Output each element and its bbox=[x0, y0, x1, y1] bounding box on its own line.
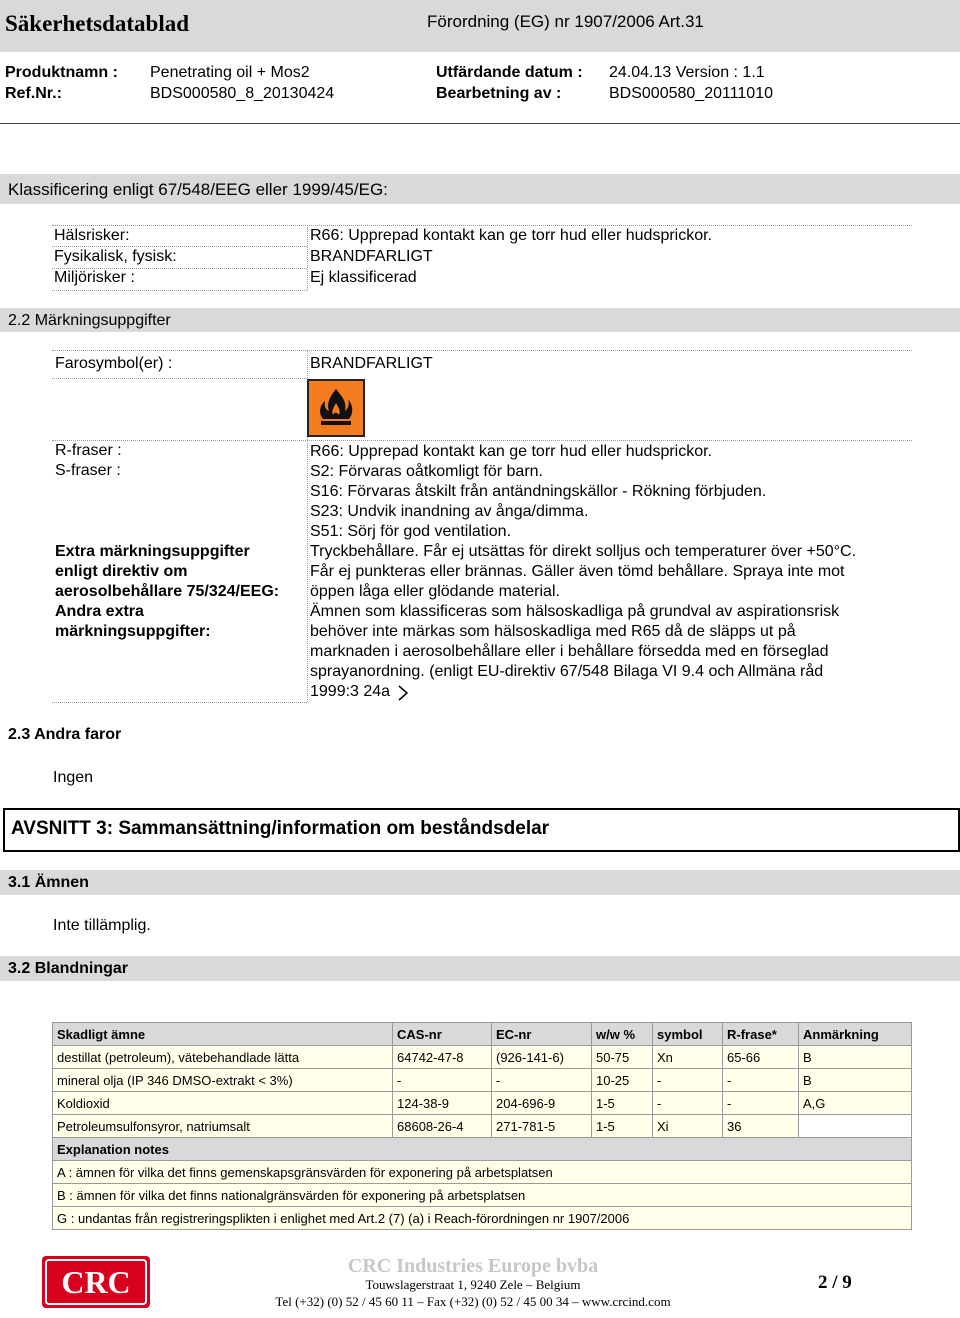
s-phrase: S51: Sörj för god ventilation. bbox=[310, 523, 512, 540]
table-cell: 65-66 bbox=[723, 1046, 799, 1069]
table-cell: 36 bbox=[723, 1115, 799, 1138]
table-row bbox=[53, 1069, 912, 1092]
page-number: 2 / 9 bbox=[818, 1272, 852, 1293]
physical-risk-value: BRANDFARLIGT bbox=[310, 248, 433, 265]
table-cell bbox=[799, 1115, 912, 1138]
environment-risk-label: Miljörisker : bbox=[54, 269, 135, 286]
notes-title: Explanation notes bbox=[53, 1138, 912, 1161]
note-row bbox=[53, 1184, 912, 1207]
note-text: B : ämnen för vilka det finns nationalgränsvärden för exponering på arbetsplatsen bbox=[53, 1184, 912, 1207]
table-cell: - bbox=[492, 1069, 592, 1092]
other-hazards-value: Ingen bbox=[53, 769, 94, 786]
table-cell: - bbox=[653, 1092, 723, 1115]
table-cell: Koldioxid bbox=[53, 1092, 393, 1115]
column-header: CAS-nr bbox=[393, 1023, 492, 1046]
table-cell: - bbox=[393, 1069, 492, 1092]
table-cell: (926-141-6) bbox=[492, 1046, 592, 1069]
column-header: symbol bbox=[653, 1023, 723, 1046]
table-cell: destillat (petroleum), vätebehandlade lätta bbox=[53, 1046, 393, 1069]
divider bbox=[52, 378, 307, 379]
s-phrase: S23: Undvik inandning av ånga/dimma. bbox=[310, 503, 589, 520]
mixtures-title: 3.2 Blandningar bbox=[8, 960, 129, 977]
s-phrases-label: S-fraser : bbox=[55, 462, 121, 479]
s-phrase: S16: Förvaras åtskilt från antändningskällor - Rökning förbjuden. bbox=[310, 483, 767, 500]
extra-value-line: Får ej punkteras eller brännas. Gäller även tömd behållare. Spraya inte mot bbox=[310, 563, 845, 580]
r-phrase-r66: R66: Upprepad kontakt kan ge torr hud eller hudsprickor. bbox=[310, 443, 713, 460]
table-cell: B bbox=[799, 1069, 912, 1092]
s-phrase: S2: Förvaras oåtkomligt för barn. bbox=[310, 463, 543, 480]
other-value-line: marknaden i aerosolbehållare eller i behållare försedda med en förseglad bbox=[310, 643, 829, 660]
ref-label: Ref.Nr.: bbox=[5, 85, 62, 102]
health-risk-label: Hälsrisker: bbox=[54, 227, 130, 244]
issue-value: 24.04.13 Version : 1.1 bbox=[609, 64, 765, 81]
other-label-line: märkningsuppgifter: bbox=[55, 623, 211, 640]
table-cell: B bbox=[799, 1046, 912, 1069]
note-text: A : ämnen för vilka det finns gemenskapsgränsvärden för exponering på arbetsplatsen bbox=[53, 1161, 912, 1184]
table-cell: 50-75 bbox=[592, 1046, 653, 1069]
extra-label-line: Extra märkningsuppgifter bbox=[55, 543, 250, 560]
mixtures-band bbox=[0, 956, 960, 981]
table-cell: mineral olja (IP 346 DMSO-extrakt < 3%) bbox=[53, 1069, 393, 1092]
table-row bbox=[53, 1092, 912, 1115]
other-value-line: 1999:3 24a bbox=[310, 683, 391, 700]
column-header: Skadligt ämne bbox=[53, 1023, 393, 1046]
other-label-line: Andra extra bbox=[55, 603, 144, 620]
table-cell: - bbox=[653, 1069, 723, 1092]
notes-header-row bbox=[53, 1138, 912, 1161]
section3-title: AVSNITT 3: Sammansättning/information om beståndsdelar bbox=[11, 818, 550, 839]
table-cell: 1-5 bbox=[592, 1092, 653, 1115]
table-cell: 271-781-5 bbox=[492, 1115, 592, 1138]
regulation-reference: Förordning (EG) nr 1907/2006 Art.31 bbox=[427, 12, 704, 31]
revision-label: Bearbetning av : bbox=[436, 85, 562, 102]
divider bbox=[52, 225, 912, 226]
table-cell: Xn bbox=[653, 1046, 723, 1069]
substances-band bbox=[0, 870, 960, 895]
extra-label-line: enligt direktiv om bbox=[55, 563, 188, 580]
product-label: Produktnamn : bbox=[5, 64, 118, 81]
r-phrases-label: R-fraser : bbox=[55, 442, 122, 459]
ref-value: BDS000580_8_20130424 bbox=[150, 85, 335, 102]
column-header: Anmärkning bbox=[799, 1023, 912, 1046]
product-value: Penetrating oil + Mos2 bbox=[150, 64, 310, 81]
other-value-line: Ämnen som klassificeras som hälsoskadliga på grundval av aspirationsrisk bbox=[310, 603, 840, 620]
table-cell: 124-38-9 bbox=[393, 1092, 492, 1115]
divider bbox=[307, 225, 308, 290]
health-risk-value: R66: Upprepad kontakt kan ge torr hud eller hudsprickor. bbox=[310, 227, 713, 244]
crc-logo bbox=[42, 1256, 150, 1308]
table-cell: - bbox=[723, 1092, 799, 1115]
table-cell: 10-25 bbox=[592, 1069, 653, 1092]
table-cell: Xi bbox=[653, 1115, 723, 1138]
divider bbox=[52, 246, 307, 247]
flammable-hazard-icon bbox=[307, 379, 365, 437]
table-row bbox=[53, 1115, 912, 1138]
table-cell: Petroleumsulfonsyror, natriumsalt bbox=[53, 1115, 393, 1138]
end-marker-icon bbox=[397, 684, 409, 707]
extra-value-line: Tryckbehållare. Får ej utsättas för direkt solljus och temperaturer över +50°C. bbox=[310, 543, 857, 560]
other-value-line: behöver inte märkas som hälsoskadliga med R65 då de släpps ut på bbox=[310, 623, 796, 640]
divider bbox=[52, 440, 912, 441]
divider bbox=[52, 290, 307, 291]
note-text: G : undantas från registreringsplikten i enlighet med Art.2 (7) (a) i Reach-förordningen nr 1907/2006 bbox=[53, 1207, 912, 1230]
divider bbox=[52, 350, 912, 351]
other-value-line: sprayanordning. (enligt EU-direktiv 67/548 Bilaga VI 9.4 och Allmäna råd bbox=[310, 663, 824, 680]
substances-value: Inte tillämplig. bbox=[53, 917, 151, 934]
footer-address: Touwslagerstraat 1, 9240 Zele – Belgium bbox=[365, 1277, 581, 1292]
extra-value-line: öppen låga eller glödande material. bbox=[310, 583, 560, 600]
environment-risk-value: Ej klassificerad bbox=[310, 269, 417, 286]
revision-value: BDS000580_20111010 bbox=[609, 85, 773, 102]
column-header: R-frase* bbox=[723, 1023, 799, 1046]
physical-risk-label: Fysikalisk, fysisk: bbox=[54, 248, 177, 265]
classification-title: Klassificering enligt 67/548/EEG eller 1999/45/EG: bbox=[8, 180, 388, 199]
table-cell: - bbox=[723, 1069, 799, 1092]
crc-logo-text: CRC bbox=[61, 1264, 131, 1300]
composition-table bbox=[52, 1022, 912, 1230]
note-row bbox=[53, 1207, 912, 1230]
column-header: w/w % bbox=[592, 1023, 653, 1046]
hazard-symbol-label: Farosymbol(er) : bbox=[55, 355, 173, 372]
other-hazards-title: 2.3 Andra faror bbox=[8, 726, 122, 743]
table-header-row bbox=[53, 1023, 912, 1046]
extra-label-line: aerosolbehållare 75/324/EEG: bbox=[55, 583, 280, 600]
issue-label: Utfärdande datum : bbox=[436, 64, 583, 81]
labelling-title: 2.2 Märkningsuppgifter bbox=[8, 312, 171, 329]
table-cell: 1-5 bbox=[592, 1115, 653, 1138]
table-row bbox=[53, 1046, 912, 1069]
hazard-symbol-value: BRANDFARLIGT bbox=[310, 355, 433, 372]
table-cell: A,G bbox=[799, 1092, 912, 1115]
substances-title: 3.1 Ämnen bbox=[8, 874, 89, 891]
footer-contact: Tel (+32) (0) 52 / 45 60 11 – Fax (+32) (0) 52 / 45 00 34 – www.crcind.com bbox=[275, 1294, 671, 1309]
table-cell: 204-696-9 bbox=[492, 1092, 592, 1115]
column-header: EC-nr bbox=[492, 1023, 592, 1046]
header-divider bbox=[0, 123, 960, 124]
divider bbox=[52, 702, 307, 703]
table-cell: 68608-26-4 bbox=[393, 1115, 492, 1138]
footer-company: CRC Industries Europe bvba bbox=[347, 1255, 599, 1277]
document-title: Säkerhetsdatablad bbox=[5, 11, 190, 36]
note-row bbox=[53, 1161, 912, 1184]
table-cell: 64742-47-8 bbox=[393, 1046, 492, 1069]
